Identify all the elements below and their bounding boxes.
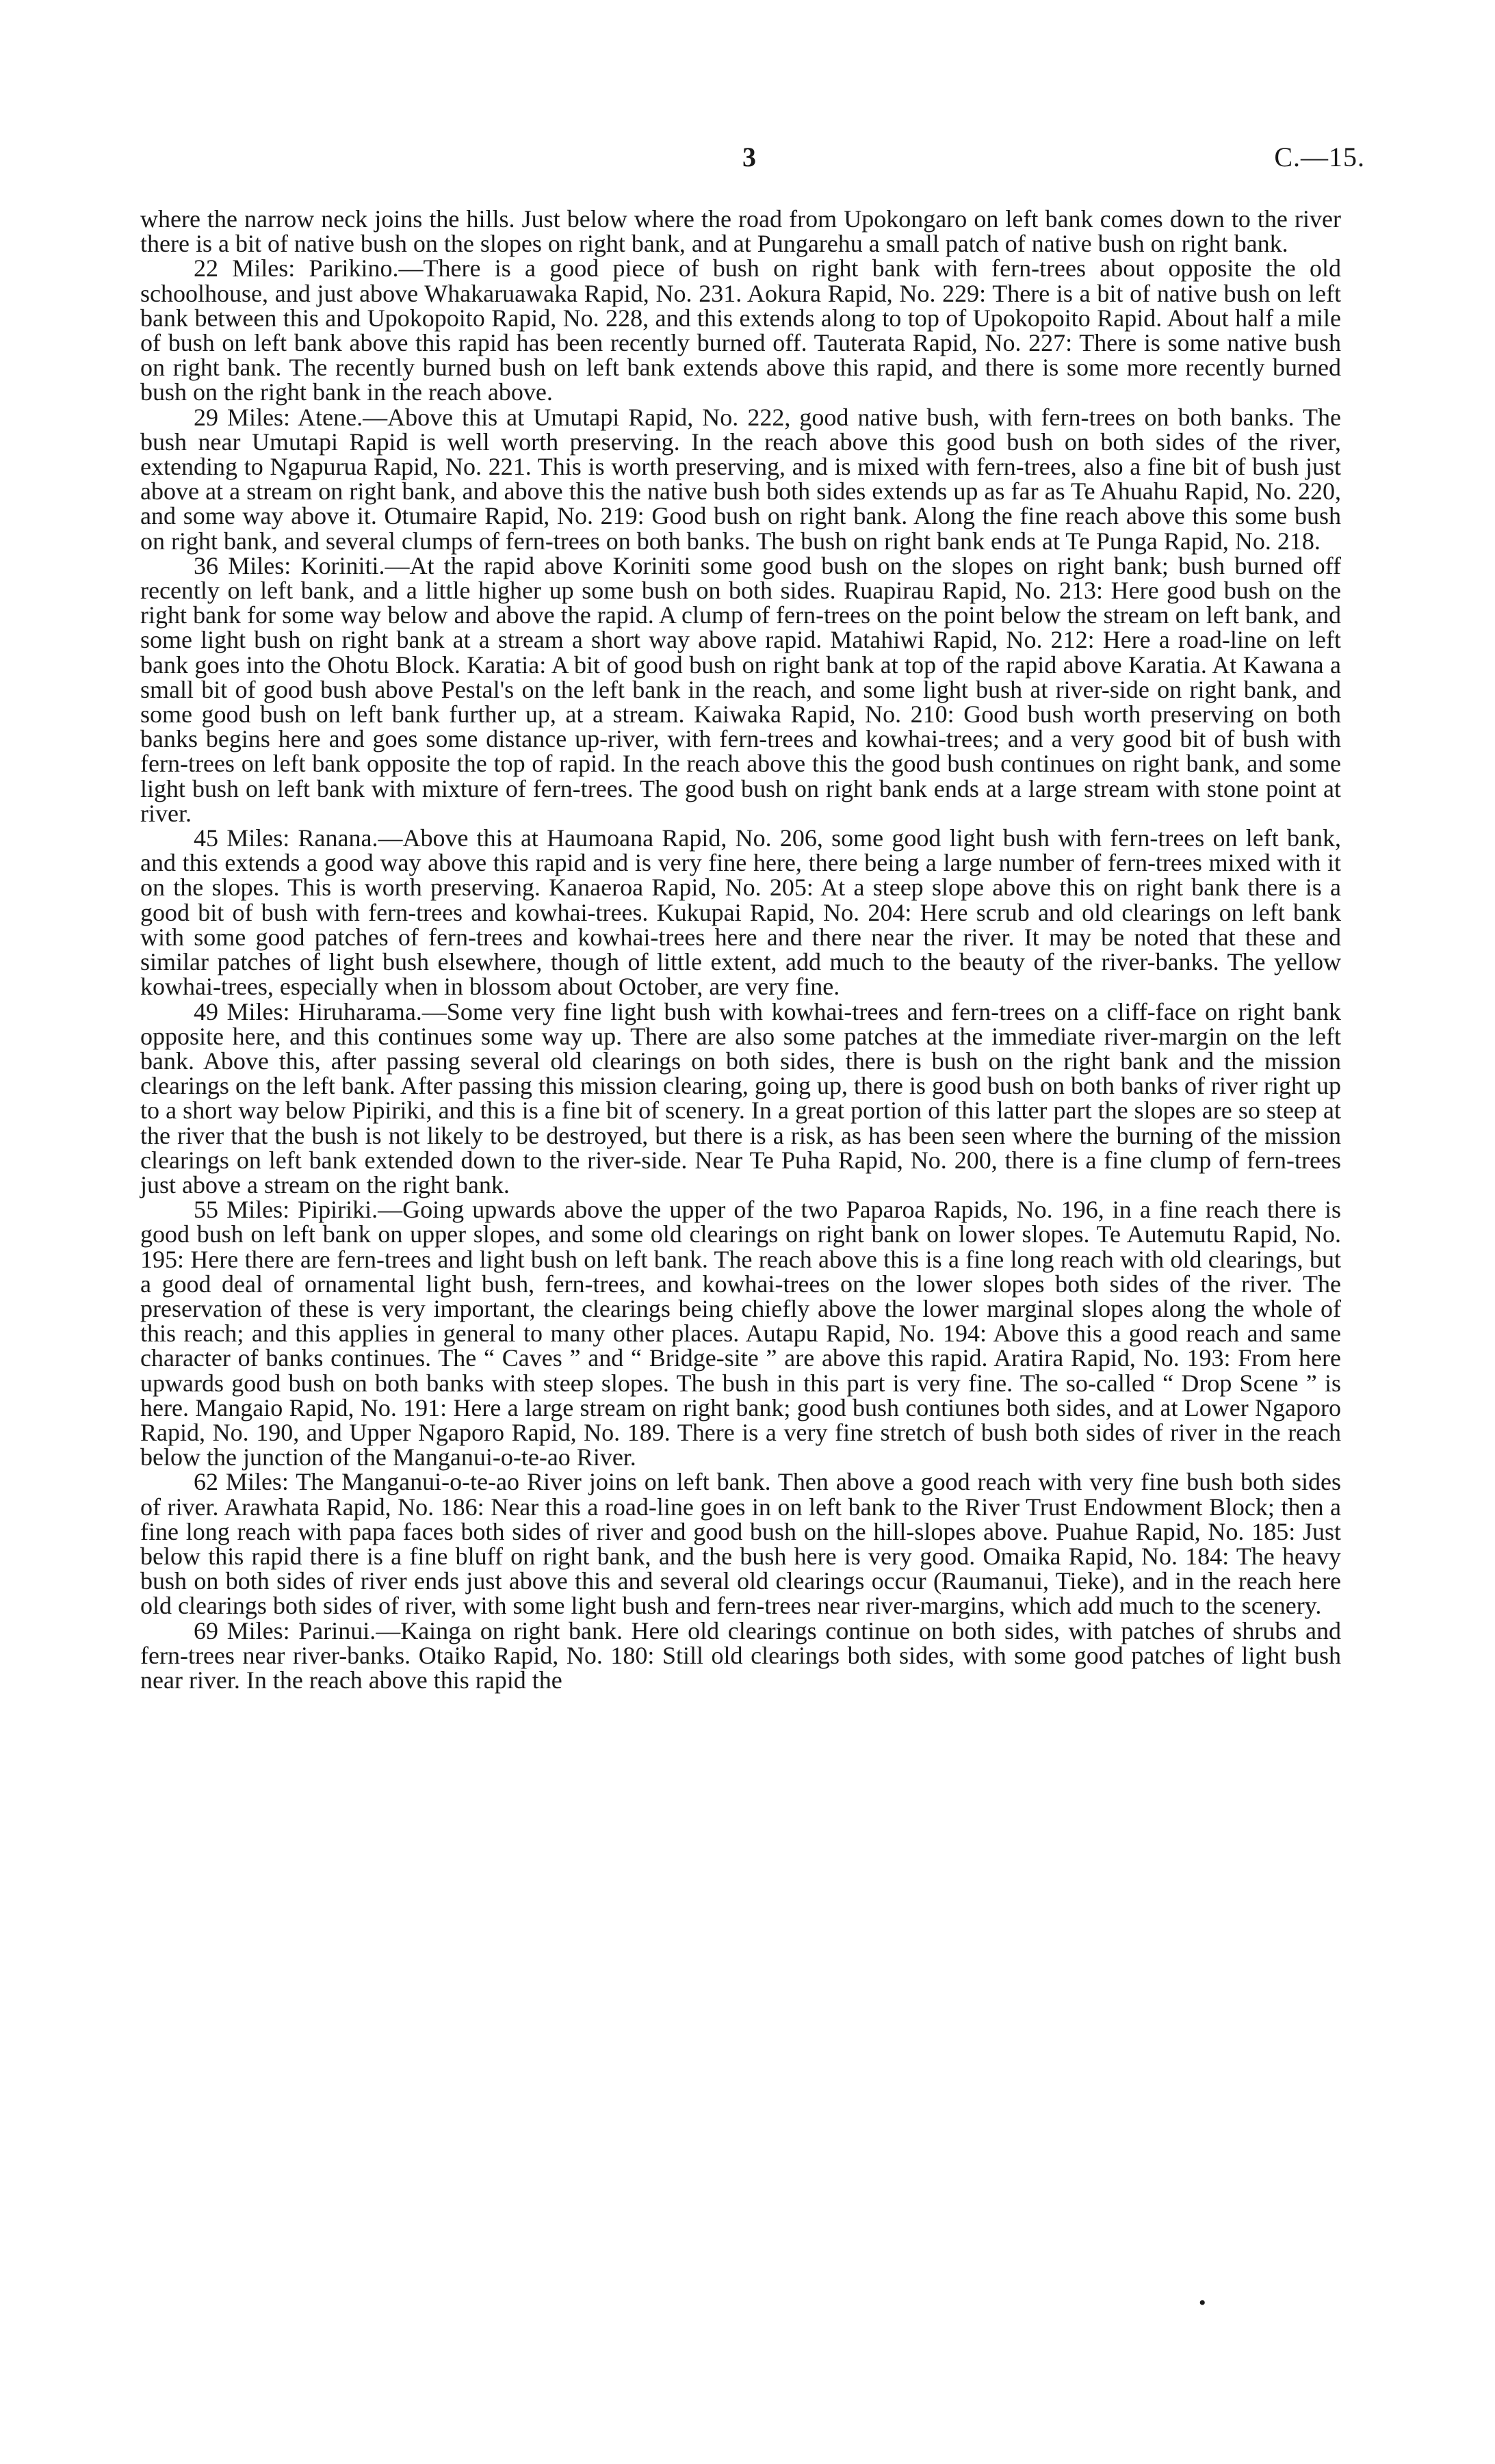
paragraph-manganui: 62 Miles: The Manganui-o-te-ao River joins on left bank. Then above a good reach with very fine bush both sides of river. Arawhata Rapid, No. 186: Near this a road-line goes in on left bank to the River Trust Endowment Block; then a fine long reach with papa faces both sides of river and good bush on the hill-slopes above. Puahue Rapid, No. 185: Just below this rapid there is a fine bluff on right bank, and the bush here is very good. Omaika Rapid, No. 184: The heavy bush on both sides of river ends just above this and several old clearings occur (Raumanui, Tieke), and in the reach here old clearings both sides of river, with some light bush and fern-trees near river-margins, which add much to the scenery. bbox=[140, 1468, 1341, 1620]
paragraph-atene: 29 Miles: Atene.—Above this at Umutapi Rapid, No. 222, good native bush, with fern-trees on both banks. The bush near Umutapi Rapid is well worth preserving. In the reach above this good bush on both sides of the river, extending to Ngapurua Rapid, No. 221. This is worth preserving, and is mixed with fern-trees, also a fine bit of bush just above at a stream on right bank, and above this the native bush both sides extends up as far as Te Ahuahu Rapid, No. 220, and some way above it. Otumaire Rapid, No. 219: Good bush on right bank. Along the fine reach above this some bush on right bank, and several clumps of fern-trees on both banks. The bush on right bank ends at Te Punga Rapid, No. 218. bbox=[140, 403, 1341, 555]
paragraph-continuation: where the narrow neck joins the hills. Just below where the road from Upokongaro on left bank comes down to the river there is a bit of native bush on the slopes on right bank, and at Pungarehu a small patch of native bush on right bank. bbox=[140, 205, 1341, 258]
paragraph-hiruharama: 49 Miles: Hiruharama.—Some very fine light bush with kowhai-trees and fern-trees on a cliff-face on right bank opposite here, and this continues some way up. There are also some patches at the immediate river-margin on the left bank. Above this, after passing several old clearings on both sides, there is bush on the right bank and the mission clearings on the left bank. After passing this mission clearing, going up, there is good bush on both banks of river right up to a short way below Pipiriki, and this is a fine bit of scenery. In a great portion of this latter part the slopes are so steep at the river that the bush is not likely to be destroyed, but there is a risk, as has been seen where the burning of the mission clearings on left bank extended down to the river-side. Near Te Puha Rapid, No. 200, there is a fine clump of fern-trees just above a stream on the right bank. bbox=[140, 997, 1341, 1198]
paragraph-pipiriki: 55 Miles: Pipiriki.—Going upwards above the upper of the two Paparoa Rapids, No. 196, in a fine reach there is good bush on left bank on upper slopes, and some old clearings on right bank on lower slopes. Te Autemutu Rapid, No. 195: Here there are fern-trees and light bush on left bank. The reach above this is a fine long reach with old clearings, but a good deal of ornamental light bush, fern-trees, and kowhai-trees on the lower slopes both sides of the river. The preservation of these is very important, the clearings being chiefly above the lower marginal slopes along the whole of this reach; and this applies in general to many other places. Autapu Rapid, No. 194: Above this a good reach and same character of banks continues. The “ Caves ” and “ Bridge-site ” are above this rapid. Aratira Rapid, No. 193: From here upwards good bush on both banks with steep slopes. The bush in this part is very fine. The so-called “ Drop Scene ” is here. Mangaio Rapid, No. 191: Here a large stream on right bank; good bush contiunes both sides, and at Lower Ngaporo Rapid, No. 190, and Upper Ngaporo Rapid, No. 189. There is a very fine stretch of bush both sides of river in the reach below the junction of the Manganui-o-te-ao River. bbox=[140, 1196, 1341, 1471]
body-text bbox=[140, 207, 1341, 1692]
stray-mark: • bbox=[1199, 2292, 1206, 2314]
paragraph-parinui: 69 Miles: Parinui.—Kainga on right bank. Here old clearings continue on both sides, with patches of shrubs and fern-trees near river-banks. Otaiko Rapid, No. 180: Still old clearings both sides, with some good patches of light bush near river. In the reach above this rapid the bbox=[140, 1616, 1341, 1694]
page-number: 3 bbox=[742, 142, 756, 172]
paragraph-parikino: 22 Miles: Parikino.—There is a good piece of bush on right bank with fern-trees about opposite the old schoolhouse, and just above Whakaruawaka Rapid, No. 231. Aokura Rapid, No. 229: There is a bit of native bush on left bank between this and Upokopoito Rapid, No. 228, and this extends along to top of Upokopoito Rapid. About half a mile of bush on left bank above this rapid has been recently burned off. Tauterata Rapid, No. 227: There is some native bush on right bank. The recently burned bush on left bank extends above this rapid, and there is some more recently burned bush on the right bank in the reach above. bbox=[140, 254, 1341, 406]
document-reference: C.—15. bbox=[1274, 142, 1365, 172]
paragraph-koriniti: 36 Miles: Koriniti.—At the rapid above Koriniti some good bush on the slopes on right bank; bush burned off recently on left bank, and a little higher up some bush on both sides. Ruapirau Rapid, No. 213: Here good bush on the right bank for some way below and above the rapid. A clump of fern-trees on the point below the stream on left bank, and some light bush on right bank at a stream a short way above rapid. Matahiwi Rapid, No. 212: Here a road-line on left bank goes into the Ohotu Block. Karatia: A bit of good bush on right bank at top of the rapid above Karatia. At Kawana a small bit of good bush above Pestal's on the left bank in the reach, and some light bush at river-side on right bank, and some good bush on left bank further up, at a stream. Kaiwaka Rapid, No. 210: Good bush worth preserving on both banks begins here and goes some distance up-river, with fern-trees and kowhai-trees; and a very good bit of bush with fern-trees on left bank opposite the top of rapid. In the reach above this the good bush continues on right bank, and some light bush on left bank with mixture of fern-trees. The good bush on right bank ends at a large stream with stone point at river. bbox=[140, 551, 1341, 827]
paragraph-ranana: 45 Miles: Ranana.—Above this at Haumoana Rapid, No. 206, some good light bush with fern-trees on left bank, and this extends a good way above this rapid and is very fine here, there being a large number of fern-trees mixed with it on the slopes. This is worth preserving. Kanaeroa Rapid, No. 205: At a steep slope above this on right bank there is a good bit of bush with fern-trees and kowhai-trees. Kukupai Rapid, No. 204: Here scrub and old clearings on left bank with some good patches of fern-trees and kowhai-trees here and there near the river. It may be noted that these and similar patches of light bush elsewhere, though of little extent, add much to the beauty of the river-banks. The yellow kowhai-trees, especially when in blossom about October, are very fine. bbox=[140, 824, 1341, 1001]
